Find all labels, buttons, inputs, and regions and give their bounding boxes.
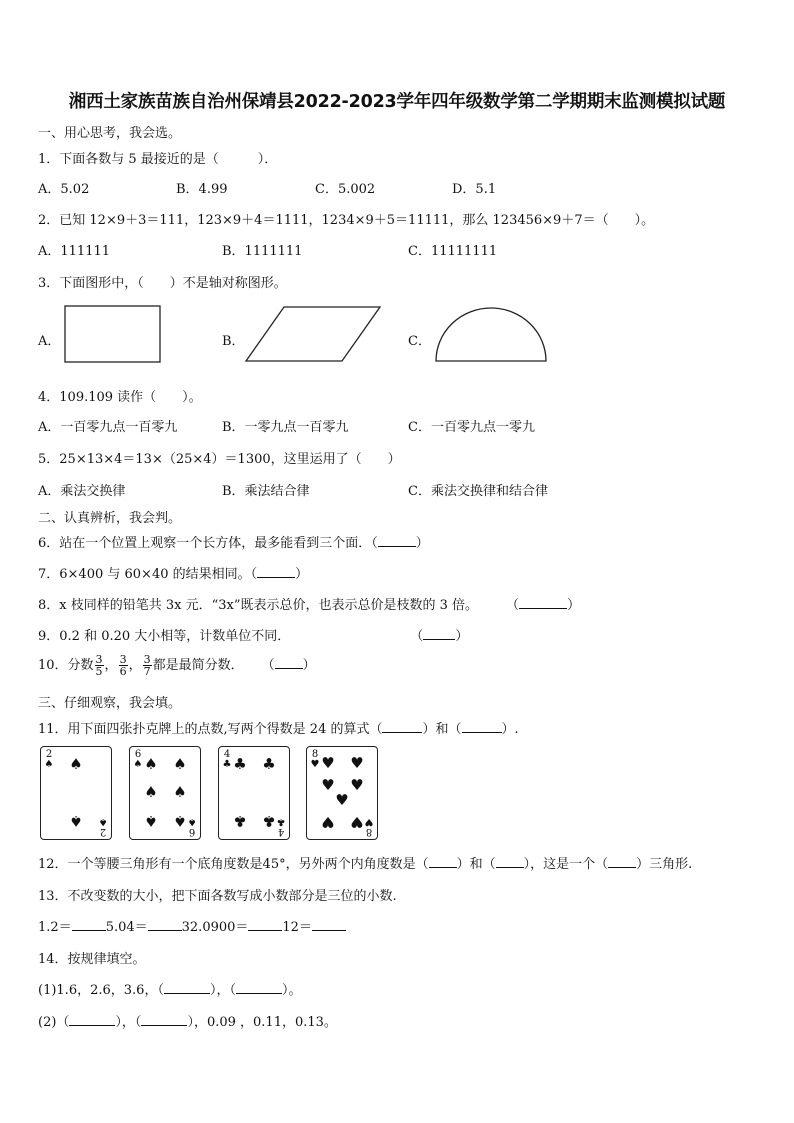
spade-icon: ♠ (144, 755, 158, 773)
q1-option-d[interactable]: D．5.1 (452, 182, 497, 197)
spade-icon: ♠ (144, 812, 158, 830)
q1-option-c[interactable]: C．5.002 (315, 182, 376, 197)
question-9-text: 9．0.2 和 0.20 大小相等，计数单位不同． (38, 629, 291, 644)
playing-card-8-hearts: 8 ♥ ♥ ♥ ♥ ♥ ♥ ♥ ♥ 8 ♥ (306, 746, 378, 840)
spade-icon: ♠ (173, 812, 187, 830)
q2-option-c[interactable]: C．11111111 (408, 244, 498, 259)
question-6-text: 6．站在一个位置上观察一个长方体，最多能看到三个面． (38, 536, 372, 551)
heart-icon: ♥ (321, 754, 335, 772)
answer-blank-11b[interactable] (462, 732, 502, 733)
question-9: 9．0.2 和 0.20 大小相等，计数单位不同． （ ） (38, 629, 469, 644)
spade-icon: ♠ (173, 755, 187, 773)
question-13: 13．不改变数的大小，把下面各数写成小数部分是三位的小数. (38, 889, 397, 904)
question-5: 5．25×13×4＝13×（25×4）＝1300，这里运用了（ ） (38, 452, 401, 467)
answer-blank-14-1a[interactable] (164, 993, 210, 994)
question-10: 10．分数 $\frac{3}{5}$ ， $\frac{3}{6}$ ， $\frac{3}{7}$ 都是最简分数． （ ） (38, 653, 316, 678)
spade-icon: ♠ (173, 783, 187, 801)
parallelogram-figure (244, 305, 384, 365)
q3-option-b[interactable]: B． (222, 334, 245, 349)
answer-blank-14-2a[interactable] (69, 1025, 115, 1026)
spade-icon: ♠ (69, 755, 83, 773)
q4-option-c[interactable]: C．一百零九点一零九 (408, 420, 535, 435)
playing-card-6-spades: 6 ♠ ♠ ♠ ♠ ♠ ♠ ♠ 6 ♠ (129, 746, 201, 840)
fraction-3: $\frac{3}{7}$ (143, 653, 151, 678)
section-heading-3: 三、仔细观察，我会填。 (38, 696, 182, 711)
fraction-1: $\frac{3}{5}$ (95, 653, 103, 678)
heart-icon: ♥ (350, 776, 364, 794)
q4-option-b[interactable]: B．一零九点一百零九 (222, 420, 349, 435)
q2-option-b[interactable]: B．1111111 (222, 244, 303, 259)
question-1: 1．下面各数与 5 最接近的是（ ）． (38, 152, 278, 167)
question-7: 7．6×400 与 60×40 的结果相同。（ ） (38, 567, 309, 582)
heart-icon: ♥ (321, 813, 335, 831)
playing-card-2-spades: 2 ♠ ♠ ♠ 2 ♠ (40, 746, 112, 840)
question-8: 8．x 枝同样的铅笔共 3x 元．“3x”既表示总价，也表示总价是枝数的 3 倍。 （ ） (38, 598, 581, 613)
heart-icon: ♥ (335, 791, 349, 809)
question-11: 11．用下面四张扑克牌上的点数,写两个得数是 24 的算式（ ）和（ ）. (38, 722, 519, 737)
question-13-items: 1.2＝ 5.04＝ 32.0900＝ 12＝ (38, 916, 346, 935)
question-12: 12．一个等腰三角形有一个底角度数是45°，另外两个内角度数是（ ）和（ ），这是一个（ ）三角形. (38, 857, 693, 872)
q2-option-a[interactable]: A．111111 (38, 244, 111, 259)
answer-blank-10[interactable] (275, 668, 303, 669)
question-6: 6．站在一个位置上观察一个长方体，最多能看到三个面．（ ） (38, 536, 429, 551)
heart-icon: ♥ (321, 776, 335, 794)
fraction-2: $\frac{3}{6}$ (119, 653, 127, 678)
club-icon: ♣ (233, 755, 247, 773)
playing-card-4-clubs: 4 ♣ ♣ ♣ ♣ ♣ 4 ♣ (218, 746, 290, 840)
answer-blank-12a[interactable] (429, 867, 457, 868)
question-3: 3．下面图形中，（ ）不是轴对称图形。 (38, 276, 287, 291)
q4-option-a[interactable]: A．一百零九点一百零九 (38, 420, 178, 435)
answer-blank-11a[interactable] (382, 732, 422, 733)
answer-blank-12c[interactable] (608, 867, 636, 868)
club-icon: ♣ (233, 812, 247, 830)
section-heading-1: 一、用心思考，我会选。 (38, 126, 182, 141)
answer-blank-6[interactable] (378, 546, 416, 547)
question-14-1: (1)1.6，2.6，3.6，（ ），（ ）。 (38, 983, 302, 998)
heart-icon: ♥ (350, 813, 364, 831)
semicircle-figure (434, 306, 548, 364)
question-8-text: 8．x 枝同样的铅笔共 3x 元．“3x”既表示总价，也表示总价是枝数的 3 倍。 (38, 598, 479, 613)
q3-option-a[interactable]: A． (38, 334, 61, 349)
answer-blank-14-2b[interactable] (141, 1025, 187, 1026)
q3-option-c[interactable]: C． (408, 334, 431, 349)
club-icon: ♣ (262, 812, 276, 830)
answer-blank-13c[interactable] (248, 930, 282, 931)
answer-blank-7[interactable] (257, 577, 295, 578)
answer-blank-8[interactable] (519, 608, 567, 609)
spade-icon: ♠ (144, 783, 158, 801)
answer-blank-13d[interactable] (312, 930, 346, 931)
q5-option-c[interactable]: C．乘法交换律和结合律 (408, 484, 548, 499)
answer-blank-14-1b[interactable] (236, 993, 282, 994)
q5-option-b[interactable]: B．乘法结合律 (222, 484, 310, 499)
answer-blank-13a[interactable] (72, 930, 106, 931)
question-14-2: (2)（ ），（ ），0.09 ，0.11，0.13。 (38, 1015, 337, 1030)
answer-blank-13b[interactable] (148, 930, 182, 931)
section-heading-2: 二、认真辨析，我会判。 (38, 511, 182, 526)
spade-icon: ♠ (69, 812, 83, 830)
q5-option-a[interactable]: A．乘法交换律 (38, 484, 126, 499)
heart-icon: ♥ (350, 754, 364, 772)
page-title: 湘西土家族苗族自治州保靖县2022-2023学年四年级数学第二学期期末监测模拟试题 (68, 92, 726, 112)
q1-option-a[interactable]: A．5.02 (38, 182, 90, 197)
answer-blank-12b[interactable] (496, 867, 524, 868)
rectangle-figure (64, 305, 162, 365)
question-4: 4．109.109 读作（ ）。 (38, 390, 202, 405)
question-7-text: 7．6×400 与 60×40 的结果相同。 (38, 567, 251, 582)
answer-blank-9[interactable] (423, 639, 455, 640)
club-icon: ♣ (262, 755, 276, 773)
question-2: 2．已知 12×9＋3＝111，123×9＋4＝1111，1234×9＋5＝11111，那么 123456×9＋7＝（ ）。 (38, 213, 655, 228)
question-14: 14．按规律填空。 (38, 952, 146, 967)
q1-option-b[interactable]: B．4.99 (176, 182, 228, 197)
